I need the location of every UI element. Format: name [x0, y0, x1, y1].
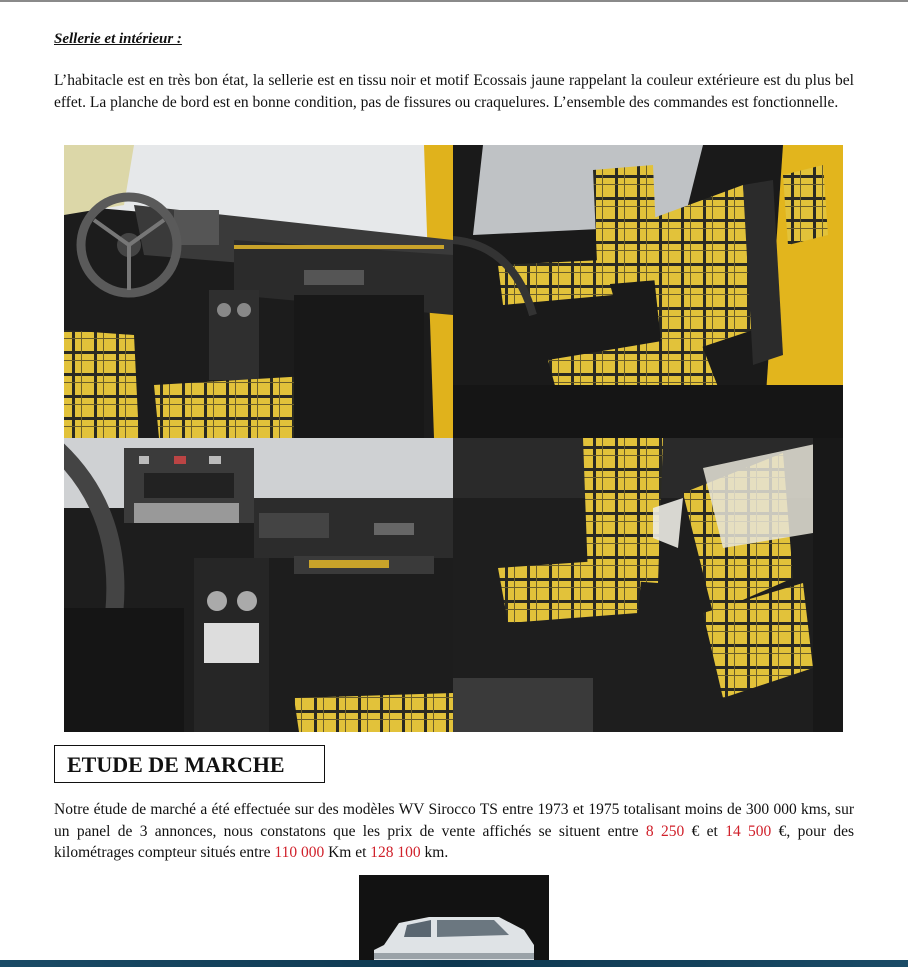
- price-high: 14 500: [725, 822, 772, 840]
- km-high: 128 100: [370, 844, 421, 861]
- bottom-bar: [0, 960, 908, 967]
- km-low: 110 000: [274, 844, 325, 861]
- interior-paragraph: L’habitacle est en très bon état, la sellerie est en tissu noir et motif Ecossais jaune rappelant la couleur extérieure est du plus bel effet. La planche de bord est en bonne condition, pas de fissures ou craquelures. L’ensemble des commandes est fonctionnelle.: [54, 72, 854, 111]
- top-rule: [0, 0, 908, 2]
- front-seats-photo: [453, 145, 843, 438]
- market-study-heading: ETUDE DE MARCHE: [54, 745, 325, 783]
- market-text-3: €, pour des kilométrages compteur situés entre: [54, 822, 855, 861]
- dashboard-photo: [64, 145, 453, 438]
- market-text-4: Km et: [324, 844, 371, 861]
- car-photo: [359, 875, 549, 967]
- market-text-5: km.: [420, 844, 449, 861]
- market-text-2: € et: [684, 822, 726, 840]
- console-photo: [64, 438, 453, 732]
- interior-heading: Sellerie et intérieur :: [54, 31, 182, 47]
- market-study-paragraph: [54, 799, 854, 864]
- interior-photo-grid: [64, 145, 843, 732]
- rear-seat-photo: [453, 438, 843, 732]
- price-low: 8 250: [645, 822, 685, 840]
- market-text-1: Notre étude de marché a été effectuée sur des modèles WV Sirocco TS entre 1973 et 1975 totalisant moins de 300 000 kms, sur un panel de 3 annonces, nous constatons que les prix de vente affichés se situent entre: [54, 801, 854, 840]
